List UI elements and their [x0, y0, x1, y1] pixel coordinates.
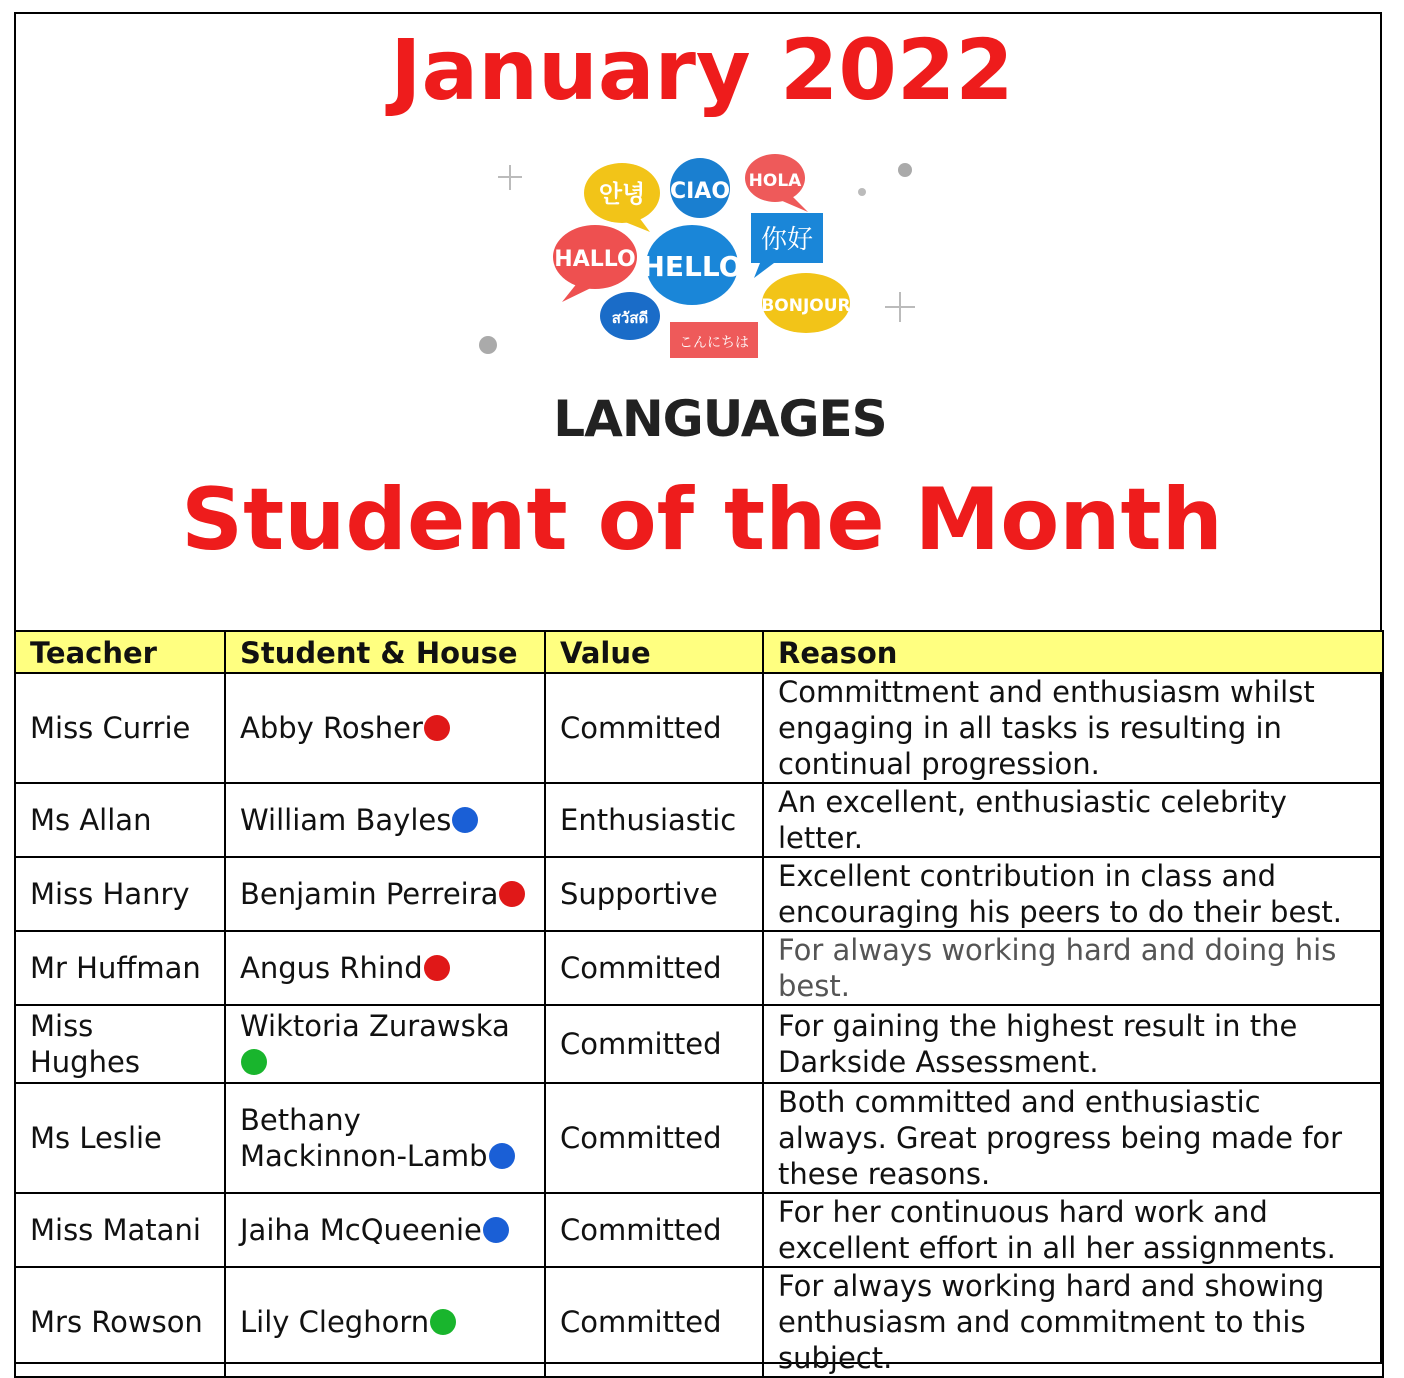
blue-house-dot-icon [489, 1143, 515, 1169]
table-row [15, 1193, 1383, 1267]
svg-text:CIAO: CIAO [669, 179, 731, 204]
page-subtitle: Student of the Month [181, 470, 1223, 570]
value-cell: Committed [545, 931, 763, 1005]
column-header-student: Student & House [225, 631, 545, 673]
table-row [15, 1005, 1383, 1083]
table-row [15, 673, 1383, 783]
reason-cell: Both committed and enthusiastic always. Great progress being made for these reasons. [763, 1083, 1383, 1193]
reason-cell: For her continuous hard work and excellent effort in all her assignments. [763, 1193, 1383, 1267]
svg-text:こんにちは: こんにちは [679, 335, 749, 351]
value-cell: Committed [545, 1267, 763, 1377]
red-house-dot-icon [424, 715, 450, 741]
student-name: Lily Cleghorn [240, 1305, 430, 1339]
column-header-value: Value [545, 631, 763, 673]
student-cell [225, 1005, 545, 1083]
teacher-cell: Miss Currie [15, 673, 225, 783]
student-cell [225, 783, 545, 857]
reason-cell: For always working hard and doing his best. [763, 931, 1383, 1005]
logo-caption: LANGUAGES [553, 390, 887, 448]
languages-logo [470, 120, 970, 460]
table-header-row [15, 631, 1383, 673]
reason-cell: Excellent contribution in class and encouraging his peers to do their best. [763, 857, 1383, 931]
teacher-cell: Ms Allan [15, 783, 225, 857]
svg-text:你好: 你好 [760, 225, 814, 255]
student-cell [225, 1193, 545, 1267]
student-cell [225, 1083, 545, 1193]
svg-text:สวัสดี: สวัสดี [611, 309, 649, 327]
student-cell [225, 673, 545, 783]
value-cell: Enthusiastic [545, 783, 763, 857]
svg-text:BONJOUR: BONJOUR [761, 296, 851, 316]
teacher-cell: Miss Hughes [15, 1005, 225, 1083]
table-row [15, 931, 1383, 1005]
teacher-cell: Ms Leslie [15, 1083, 225, 1193]
teacher-cell: Miss Matani [15, 1193, 225, 1267]
teacher-cell: Mrs Rowson [15, 1267, 225, 1377]
svg-text:안녕: 안녕 [598, 180, 646, 208]
reason-cell: An excellent, enthusiastic celebrity letter. [763, 783, 1383, 857]
student-name: Bethany Mackinnon-Lamb [240, 1103, 488, 1173]
page-title: January 2022 [390, 21, 1014, 119]
svg-text:HELLO: HELLO [641, 250, 743, 283]
student-cell [225, 931, 545, 1005]
table-row [15, 857, 1383, 931]
blue-house-dot-icon [452, 807, 478, 833]
student-of-month-table [14, 630, 1384, 1378]
student-cell [225, 1267, 545, 1377]
teacher-cell: Mr Huffman [15, 931, 225, 1005]
reason-cell: For always working hard and showing enthusiasm and commitment to this subject. [763, 1267, 1383, 1377]
student-name: Angus Rhind [240, 951, 423, 985]
student-name: Abby Rosher [240, 711, 423, 745]
blue-house-dot-icon [483, 1217, 509, 1243]
value-cell: Committed [545, 1005, 763, 1083]
green-house-dot-icon [430, 1309, 456, 1335]
svg-text:HALLO: HALLO [554, 247, 636, 272]
table-row [15, 1267, 1383, 1377]
value-cell: Supportive [545, 857, 763, 931]
student-name: Wiktoria Zurawska [240, 1009, 510, 1043]
reason-cell: For gaining the highest result in the Darkside Assessment. [763, 1005, 1383, 1083]
value-cell: Committed [545, 1193, 763, 1267]
column-header-reason: Reason [763, 631, 1383, 673]
student-name: Benjamin Perreira [240, 877, 499, 911]
column-header-teacher: Teacher [15, 631, 225, 673]
student-name: Jaiha McQueenie [240, 1213, 482, 1247]
reason-cell: Committment and enthusiasm whilst engaging in all tasks is resulting in continual progression. [763, 673, 1383, 783]
red-house-dot-icon [499, 881, 525, 907]
value-cell: Committed [545, 1083, 763, 1193]
value-cell: Committed [545, 673, 763, 783]
table-row [15, 1083, 1383, 1193]
red-house-dot-icon [424, 955, 450, 981]
student-name: William Bayles [240, 803, 452, 837]
table-row [15, 783, 1383, 857]
green-house-dot-icon [241, 1049, 267, 1075]
student-cell [225, 857, 545, 931]
svg-text:HOLA: HOLA [748, 171, 802, 191]
teacher-cell: Miss Hanry [15, 857, 225, 931]
